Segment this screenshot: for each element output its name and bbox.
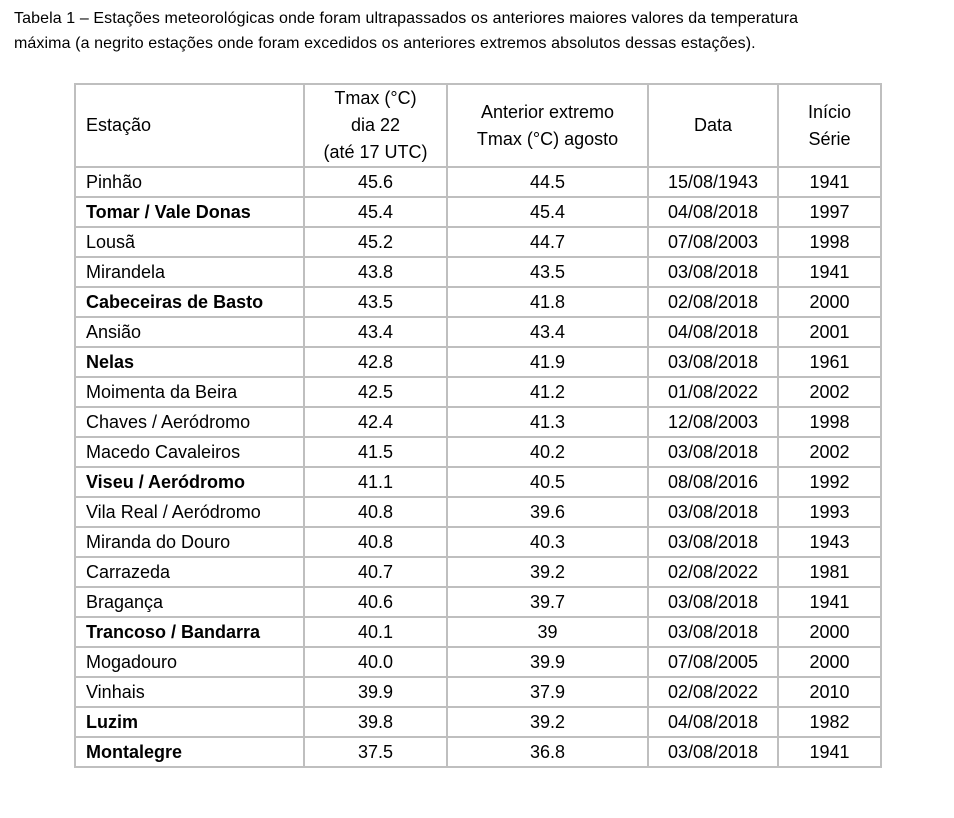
table-row bbox=[75, 527, 881, 557]
cell-series-start: 1993 bbox=[778, 497, 881, 527]
cell-tmax: 41.1 bbox=[304, 467, 447, 497]
cell-previous-extreme: 39.7 bbox=[447, 587, 648, 617]
cell-previous-extreme: 37.9 bbox=[447, 677, 648, 707]
header-previous-line-1: Anterior extremo bbox=[480, 101, 615, 122]
cell-tmax: 39.9 bbox=[304, 677, 447, 707]
cell-tmax: 45.6 bbox=[304, 167, 447, 197]
cell-series-start: 2002 bbox=[778, 437, 881, 467]
cell-date: 02/08/2018 bbox=[648, 287, 778, 317]
cell-tmax: 40.8 bbox=[304, 497, 447, 527]
cell-series-start: 2000 bbox=[778, 287, 881, 317]
cell-series-start: 2002 bbox=[778, 377, 881, 407]
table-header-row bbox=[75, 84, 881, 167]
caption-line-2: máxima (a negrito estações onde foram excedidos os anteriores extremos absolutos dessas estações). bbox=[14, 35, 756, 52]
cell-previous-extreme: 44.5 bbox=[447, 167, 648, 197]
cell-series-start: 1941 bbox=[778, 257, 881, 287]
cell-previous-extreme: 43.5 bbox=[447, 257, 648, 287]
cell-series-start: 1992 bbox=[778, 467, 881, 497]
cell-station: Moimenta da Beira bbox=[75, 377, 304, 407]
cell-station: Pinhão bbox=[75, 167, 304, 197]
cell-date: 15/08/1943 bbox=[648, 167, 778, 197]
cell-series-start: 2001 bbox=[778, 317, 881, 347]
cell-series-start: 1941 bbox=[778, 587, 881, 617]
header-previous-extreme bbox=[447, 84, 648, 167]
cell-previous-extreme: 36.8 bbox=[447, 737, 648, 767]
cell-station: Bragança bbox=[75, 587, 304, 617]
cell-date: 03/08/2018 bbox=[648, 617, 778, 647]
cell-date: 02/08/2022 bbox=[648, 677, 778, 707]
cell-tmax: 42.5 bbox=[304, 377, 447, 407]
cell-date: 08/08/2016 bbox=[648, 467, 778, 497]
table-row bbox=[75, 377, 881, 407]
cell-date: 02/08/2022 bbox=[648, 557, 778, 587]
table-row bbox=[75, 347, 881, 377]
table-row bbox=[75, 407, 881, 437]
cell-series-start: 1941 bbox=[778, 167, 881, 197]
table-row bbox=[75, 617, 881, 647]
header-tmax-line-1: Tmax (°C) bbox=[334, 88, 417, 108]
table-row bbox=[75, 587, 881, 617]
cell-station: Chaves / Aeródromo bbox=[75, 407, 304, 437]
cell-station: Viseu / Aeródromo bbox=[75, 467, 304, 497]
cell-date: 01/08/2022 bbox=[648, 377, 778, 407]
cell-date: 04/08/2018 bbox=[648, 707, 778, 737]
cell-previous-extreme: 39.9 bbox=[447, 647, 648, 677]
cell-date: 03/08/2018 bbox=[648, 527, 778, 557]
cell-series-start: 1941 bbox=[778, 737, 881, 767]
cell-series-start: 1997 bbox=[778, 197, 881, 227]
cell-date: 03/08/2018 bbox=[648, 587, 778, 617]
cell-tmax: 37.5 bbox=[304, 737, 447, 767]
cell-station: Mogadouro bbox=[75, 647, 304, 677]
cell-date: 04/08/2018 bbox=[648, 317, 778, 347]
cell-station: Nelas bbox=[75, 347, 304, 377]
cell-tmax: 40.1 bbox=[304, 617, 447, 647]
cell-series-start: 1961 bbox=[778, 347, 881, 377]
cell-station: Luzim bbox=[75, 707, 304, 737]
cell-previous-extreme: 40.3 bbox=[447, 527, 648, 557]
cell-previous-extreme: 39.6 bbox=[447, 497, 648, 527]
cell-previous-extreme: 39.2 bbox=[447, 707, 648, 737]
cell-tmax: 40.6 bbox=[304, 587, 447, 617]
header-series-line-2: Série bbox=[808, 128, 851, 149]
table-row bbox=[75, 227, 881, 257]
cell-series-start: 1998 bbox=[778, 407, 881, 437]
cell-series-start: 1943 bbox=[778, 527, 881, 557]
cell-series-start: 2010 bbox=[778, 677, 881, 707]
cell-station: Macedo Cavaleiros bbox=[75, 437, 304, 467]
cell-tmax: 45.4 bbox=[304, 197, 447, 227]
cell-date: 04/08/2018 bbox=[648, 197, 778, 227]
table-row bbox=[75, 167, 881, 197]
cell-station: Miranda do Douro bbox=[75, 527, 304, 557]
header-series-start bbox=[778, 84, 881, 167]
cell-series-start: 1981 bbox=[778, 557, 881, 587]
cell-tmax: 43.5 bbox=[304, 287, 447, 317]
table-row bbox=[75, 287, 881, 317]
cell-station: Montalegre bbox=[75, 737, 304, 767]
cell-previous-extreme: 41.3 bbox=[447, 407, 648, 437]
table-row bbox=[75, 707, 881, 737]
header-series-line-1: Início bbox=[807, 101, 852, 122]
cell-previous-extreme: 45.4 bbox=[447, 197, 648, 227]
cell-tmax: 45.2 bbox=[304, 227, 447, 257]
cell-date: 03/08/2018 bbox=[648, 437, 778, 467]
cell-series-start: 2000 bbox=[778, 617, 881, 647]
cell-station: Mirandela bbox=[75, 257, 304, 287]
cell-date: 03/08/2018 bbox=[648, 737, 778, 767]
table-row bbox=[75, 737, 881, 767]
table-row bbox=[75, 677, 881, 707]
cell-previous-extreme: 39.2 bbox=[447, 557, 648, 587]
table-body bbox=[75, 167, 881, 767]
cell-tmax: 43.4 bbox=[304, 317, 447, 347]
cell-date: 07/08/2003 bbox=[648, 227, 778, 257]
cell-station: Vinhais bbox=[75, 677, 304, 707]
cell-tmax: 42.8 bbox=[304, 347, 447, 377]
cell-previous-extreme: 40.5 bbox=[447, 467, 648, 497]
cell-previous-extreme: 41.9 bbox=[447, 347, 648, 377]
cell-tmax: 43.8 bbox=[304, 257, 447, 287]
cell-previous-extreme: 39 bbox=[447, 617, 648, 647]
cell-station: Cabeceiras de Basto bbox=[75, 287, 304, 317]
cell-date: 03/08/2018 bbox=[648, 497, 778, 527]
table-row bbox=[75, 437, 881, 467]
cell-tmax: 40.0 bbox=[304, 647, 447, 677]
cell-previous-extreme: 43.4 bbox=[447, 317, 648, 347]
cell-tmax: 40.7 bbox=[304, 557, 447, 587]
cell-station: Ansião bbox=[75, 317, 304, 347]
cell-tmax: 40.8 bbox=[304, 527, 447, 557]
header-tmax-line-2: dia 22 bbox=[350, 115, 401, 135]
cell-station: Trancoso / Bandarra bbox=[75, 617, 304, 647]
cell-previous-extreme: 40.2 bbox=[447, 437, 648, 467]
cell-series-start: 1982 bbox=[778, 707, 881, 737]
cell-tmax: 41.5 bbox=[304, 437, 447, 467]
cell-date: 03/08/2018 bbox=[648, 347, 778, 377]
table-row bbox=[75, 497, 881, 527]
cell-station: Vila Real / Aeródromo bbox=[75, 497, 304, 527]
caption-line-1: Tabela 1 – Estações meteorológicas onde foram ultrapassados os anteriores maiores valores da temperatura bbox=[14, 10, 799, 27]
cell-date: 12/08/2003 bbox=[648, 407, 778, 437]
cell-tmax: 39.8 bbox=[304, 707, 447, 737]
header-previous-line-2: Tmax (°C) agosto bbox=[476, 128, 619, 149]
cell-station: Tomar / Vale Donas bbox=[75, 197, 304, 227]
cell-station: Lousã bbox=[75, 227, 304, 257]
stations-table bbox=[74, 83, 882, 768]
cell-series-start: 2000 bbox=[778, 647, 881, 677]
cell-date: 03/08/2018 bbox=[648, 257, 778, 287]
cell-previous-extreme: 44.7 bbox=[447, 227, 648, 257]
table-caption bbox=[14, 6, 940, 56]
table-row bbox=[75, 467, 881, 497]
cell-previous-extreme: 41.2 bbox=[447, 377, 648, 407]
header-date: Data bbox=[648, 84, 778, 167]
table-row bbox=[75, 557, 881, 587]
header-tmax bbox=[304, 84, 447, 167]
header-station: Estação bbox=[75, 84, 304, 167]
table-row bbox=[75, 257, 881, 287]
cell-series-start: 1998 bbox=[778, 227, 881, 257]
cell-station: Carrazeda bbox=[75, 557, 304, 587]
cell-previous-extreme: 41.8 bbox=[447, 287, 648, 317]
header-tmax-line-3: (até 17 UTC) bbox=[323, 142, 428, 162]
table-row bbox=[75, 647, 881, 677]
table-row bbox=[75, 197, 881, 227]
cell-date: 07/08/2005 bbox=[648, 647, 778, 677]
table-row bbox=[75, 317, 881, 347]
cell-tmax: 42.4 bbox=[304, 407, 447, 437]
